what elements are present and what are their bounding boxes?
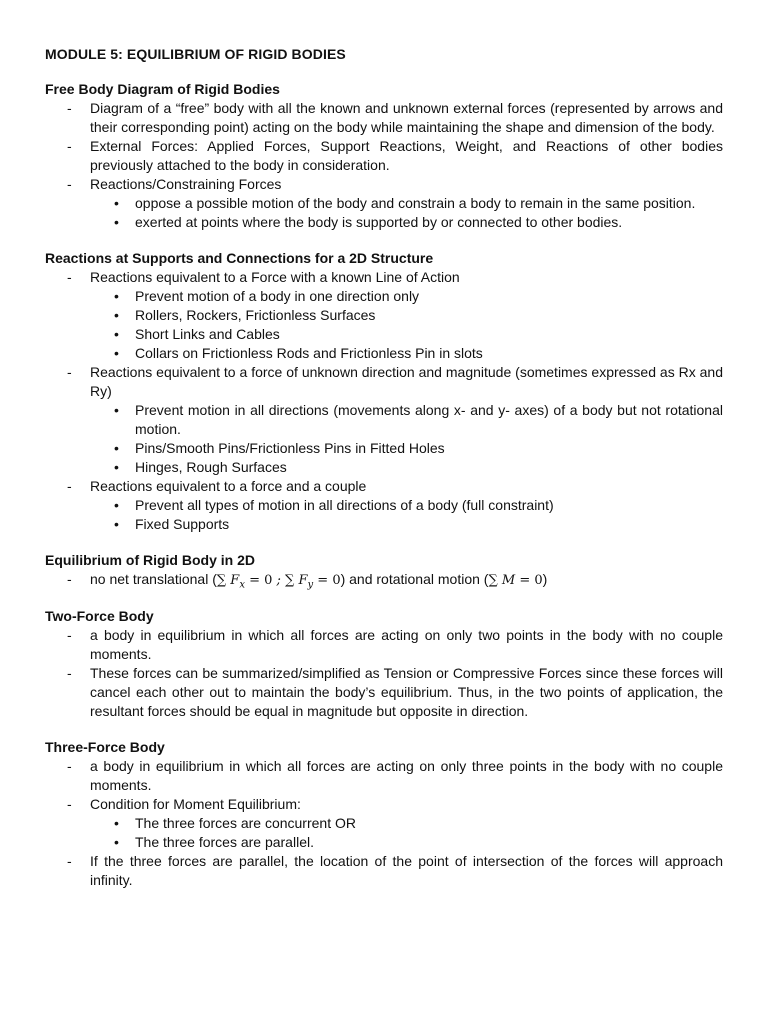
bullet-text: Prevent all types of motion in all directions of a body (full constraint) xyxy=(135,497,554,513)
item-text: If the three forces are parallel, the location of the point of intersection of the forces will approach infinity. xyxy=(90,853,723,888)
bullet-item xyxy=(90,194,723,213)
bullet-marker: • xyxy=(114,459,119,475)
module-title: MODULE 5: EQUILIBRIUM OF RIGID BODIES xyxy=(45,46,346,62)
list-item xyxy=(45,795,723,852)
item-text: Reactions equivalent to a force of unknown direction and magnitude (sometimes expressed as Rx and Ry) xyxy=(90,364,723,399)
equation-middle: ) and rotational motion ( xyxy=(340,571,489,587)
bullet-item xyxy=(90,401,723,439)
bullet-list xyxy=(90,814,723,852)
section-free-body-diagram xyxy=(45,80,723,232)
dash-marker: - xyxy=(67,478,72,494)
bullet-marker: • xyxy=(114,326,119,342)
item-text: Reactions/Constraining Forces xyxy=(90,176,282,192)
dash-marker: - xyxy=(67,665,72,681)
bullet-marker: • xyxy=(114,214,119,230)
section-heading: Two-Force Body xyxy=(45,608,154,624)
dash-marker: - xyxy=(67,269,72,285)
fx-symbol: F xyxy=(230,573,240,588)
bullet-marker: • xyxy=(114,402,119,418)
bullet-marker: • xyxy=(114,516,119,532)
item-text: Reactions equivalent to a Force with a known Line of Action xyxy=(90,269,460,285)
bullet-item xyxy=(90,814,723,833)
dash-list xyxy=(45,99,723,232)
bullet-item xyxy=(90,325,723,344)
section-heading: Free Body Diagram of Rigid Bodies xyxy=(45,81,280,97)
equation-suffix: ) xyxy=(542,571,548,587)
bullet-item xyxy=(90,287,723,306)
bullet-item xyxy=(90,496,723,515)
section-three-force-body xyxy=(45,738,723,890)
list-item xyxy=(45,757,723,795)
bullet-text: Prevent motion in all directions (movements along x- and y- axes) of a body but not rotational motion. xyxy=(135,402,723,437)
item-text: External Forces: Applied Forces, Support Reactions, Weight, and Reactions of other bodies previously attached to the body in consideration. xyxy=(90,138,723,173)
item-text: Condition for Moment Equilibrium: xyxy=(90,796,301,812)
bullet-text: Pins/Smooth Pins/Frictionless Pins in Fitted Holes xyxy=(135,440,445,456)
bullet-marker: • xyxy=(114,345,119,361)
section-equilibrium-2d xyxy=(45,551,723,590)
sum-symbol: ∑ xyxy=(216,573,227,588)
list-item xyxy=(45,99,723,137)
bullet-item xyxy=(90,458,723,477)
list-item xyxy=(45,477,723,534)
section-heading: Equilibrium of Rigid Body in 2D xyxy=(45,552,255,568)
bullet-text: Fixed Supports xyxy=(135,516,230,532)
bullet-text: Rollers, Rockers, Frictionless Surfaces xyxy=(135,307,376,323)
bullet-marker: • xyxy=(114,288,119,304)
sum-fy-equation xyxy=(285,573,341,591)
list-item xyxy=(45,626,723,664)
bullet-marker: • xyxy=(114,834,119,850)
bullet-list xyxy=(90,496,723,534)
equation-line xyxy=(90,571,548,591)
dash-marker: - xyxy=(67,758,72,774)
section-two-force-body xyxy=(45,607,723,721)
dash-marker: - xyxy=(67,176,72,192)
list-item xyxy=(45,570,723,590)
bullet-item xyxy=(90,306,723,325)
dash-list xyxy=(45,570,723,590)
dash-marker: - xyxy=(67,796,72,812)
bullet-text: exerted at points where the body is supported by or connected to other bodies. xyxy=(135,214,623,230)
list-item xyxy=(45,268,723,363)
item-text: a body in equilibrium in which all forces are acting on only three points in the body with no couple moments. xyxy=(90,758,723,793)
item-text: Diagram of a “free” body with all the known and unknown external forces (represented by arrows and their corresponding point) acting on the body while maintaining the shape and dimension of the body. xyxy=(90,100,723,135)
bullet-text: The three forces are concurrent OR xyxy=(135,815,356,831)
equals-zero: = 0 xyxy=(244,573,273,588)
list-item xyxy=(45,175,723,232)
list-item xyxy=(45,363,723,477)
equation-prefix: no net translational ( xyxy=(90,571,217,587)
bullet-text: Collars on Frictionless Rods and Frictionless Pin in slots xyxy=(135,345,483,361)
dash-list xyxy=(45,757,723,890)
list-item xyxy=(45,137,723,175)
section-reactions-supports xyxy=(45,249,723,534)
sum-m-equation xyxy=(488,573,542,588)
bullet-item xyxy=(90,344,723,363)
bullet-text: Prevent motion of a body in one direction only xyxy=(135,288,420,304)
bullet-item xyxy=(90,833,723,852)
sum-symbol: ∑ xyxy=(488,573,498,588)
dash-marker: - xyxy=(67,571,72,587)
item-text: Reactions equivalent to a force and a couple xyxy=(90,478,367,494)
sum-symbol: ∑ xyxy=(285,573,295,588)
equals-zero: = 0 xyxy=(515,573,543,588)
bullet-list xyxy=(90,401,723,477)
fy-subscript: y xyxy=(307,579,314,591)
bullet-text: Short Links and Cables xyxy=(135,326,280,342)
bullet-marker: • xyxy=(114,815,119,831)
bullet-text: Hinges, Rough Surfaces xyxy=(135,459,287,475)
bullet-item xyxy=(90,515,723,534)
moment-symbol: M xyxy=(501,573,516,588)
bullet-text: The three forces are parallel. xyxy=(135,834,314,850)
item-text: a body in equilibrium in which all forces are acting on only two points in the body with no couple moments. xyxy=(90,627,723,662)
bullet-marker: • xyxy=(114,307,119,323)
fx-subscript: x xyxy=(239,579,245,591)
bullet-list xyxy=(90,287,723,363)
dash-marker: - xyxy=(67,627,72,643)
dash-marker: - xyxy=(67,138,72,154)
dash-marker: - xyxy=(67,100,72,116)
section-heading: Three-Force Body xyxy=(45,739,165,755)
list-item xyxy=(45,852,723,890)
bullet-text: oppose a possible motion of the body and constrain a body to remain in the same position. xyxy=(135,195,696,211)
bullet-item xyxy=(90,213,723,232)
equation-separator: ; xyxy=(272,573,286,588)
section-heading: Reactions at Supports and Connections for a 2D Structure xyxy=(45,250,434,266)
item-text: These forces can be summarized/simplified as Tension or Compressive Forces since these forces will cancel each other out to maintain the body’s equilibrium. Thus, in the two points of application, the resultant forces should be equal in magnitude but opposite in direction. xyxy=(90,665,723,719)
bullet-item xyxy=(90,439,723,458)
bullet-marker: • xyxy=(114,497,119,513)
equals-zero: = 0 xyxy=(313,573,341,588)
sum-fx-equation xyxy=(216,573,273,591)
bullet-list xyxy=(90,194,723,232)
dash-marker: - xyxy=(67,364,72,380)
fy-symbol: F xyxy=(298,573,308,588)
list-item xyxy=(45,664,723,721)
dash-marker: - xyxy=(67,853,72,869)
dash-list xyxy=(45,268,723,534)
dash-list xyxy=(45,626,723,721)
bullet-marker: • xyxy=(114,195,119,211)
bullet-marker: • xyxy=(114,440,119,456)
